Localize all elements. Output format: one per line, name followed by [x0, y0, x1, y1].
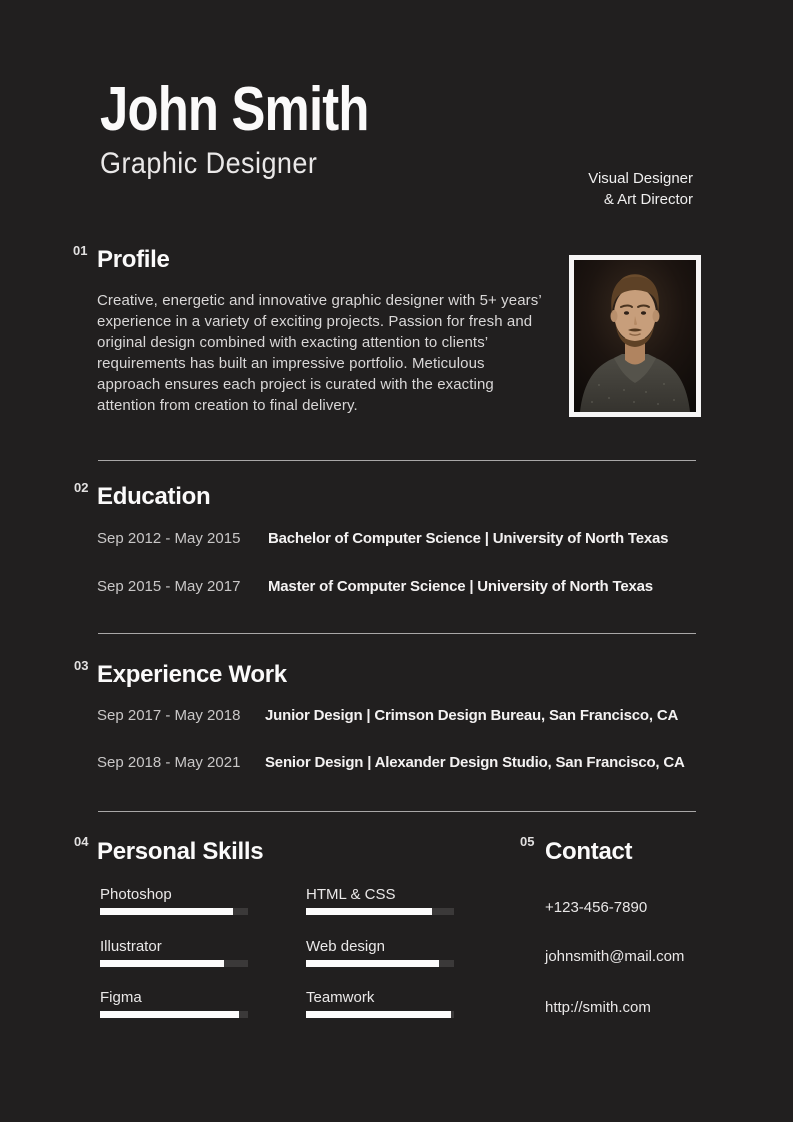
experience-detail: Junior Design | Crimson Design Bureau, San Francisco, CA	[265, 707, 679, 724]
skill-bar	[100, 1011, 248, 1018]
skill-bar-fill	[100, 908, 233, 915]
skill-bar-fill	[306, 908, 432, 915]
section-title-contact: Contact	[545, 838, 633, 865]
skill-label: Figma	[100, 989, 142, 1006]
section-number-profile: 01	[73, 243, 88, 258]
skill-bar	[306, 908, 454, 915]
skill-label: Teamwork	[306, 989, 375, 1006]
contact-website[interactable]: http://smith.com	[545, 999, 651, 1016]
experience-detail: Senior Design | Alexander Design Studio, San Francisco, CA	[265, 754, 685, 771]
skill-bar-fill	[100, 960, 224, 967]
section-title-profile: Profile	[97, 246, 170, 273]
section-number-skills: 04	[74, 834, 89, 849]
education-detail: Master of Computer Science | University of North Texas	[268, 578, 653, 595]
portrait-photo-graphic	[574, 260, 696, 412]
skill-bar	[306, 960, 454, 967]
contact-email[interactable]: johnsmith@mail.com	[545, 948, 685, 965]
contact-phone[interactable]: +123-456-7890	[545, 899, 648, 916]
skill-bar	[306, 1011, 454, 1018]
education-period: Sep 2012 - May 2015	[97, 530, 241, 547]
skill-bar-fill	[306, 1011, 451, 1018]
section-title-skills: Personal Skills	[97, 838, 264, 865]
tagline-line-1: Visual Designer	[588, 170, 693, 187]
skill-label: HTML & CSS	[306, 886, 396, 903]
section-title-education: Education	[97, 483, 211, 510]
section-title-experience: Experience Work	[97, 661, 287, 688]
skill-bar-fill	[306, 960, 439, 967]
skill-label: Web design	[306, 938, 385, 955]
divider-education-experience	[98, 633, 696, 634]
education-detail: Bachelor of Computer Science | University of North Texas	[268, 530, 669, 547]
skill-bar-fill	[100, 1011, 239, 1018]
education-period: Sep 2015 - May 2017	[97, 578, 241, 595]
skill-label: Photoshop	[100, 886, 172, 903]
section-number-experience: 03	[74, 658, 89, 673]
divider-profile-education	[98, 460, 696, 461]
profile-summary: Creative, energetic and innovative graphic designer with 5+ years’ experience in a variety of exciting projects. Passion for fresh and original design combined with exacting attention to clients’ requirements has built an impressive portfolio. Meticulous approach ensures each project is curated with the exacting attention from creation to final delivery.	[97, 292, 542, 414]
experience-period: Sep 2017 - May 2018	[97, 707, 241, 724]
tagline-line-2: & Art Director	[603, 191, 693, 208]
tagline	[588, 168, 693, 210]
person-name: John Smith	[100, 75, 369, 144]
section-number-contact: 05	[520, 834, 535, 849]
divider-experience-skills	[98, 811, 696, 812]
profile-photo	[569, 255, 701, 417]
person-role: Graphic Designer	[100, 147, 318, 180]
skill-bar	[100, 960, 248, 967]
skill-label: Illustrator	[100, 938, 162, 955]
section-number-education: 02	[74, 480, 89, 495]
experience-period: Sep 2018 - May 2021	[97, 754, 241, 771]
skill-bar	[100, 908, 248, 915]
